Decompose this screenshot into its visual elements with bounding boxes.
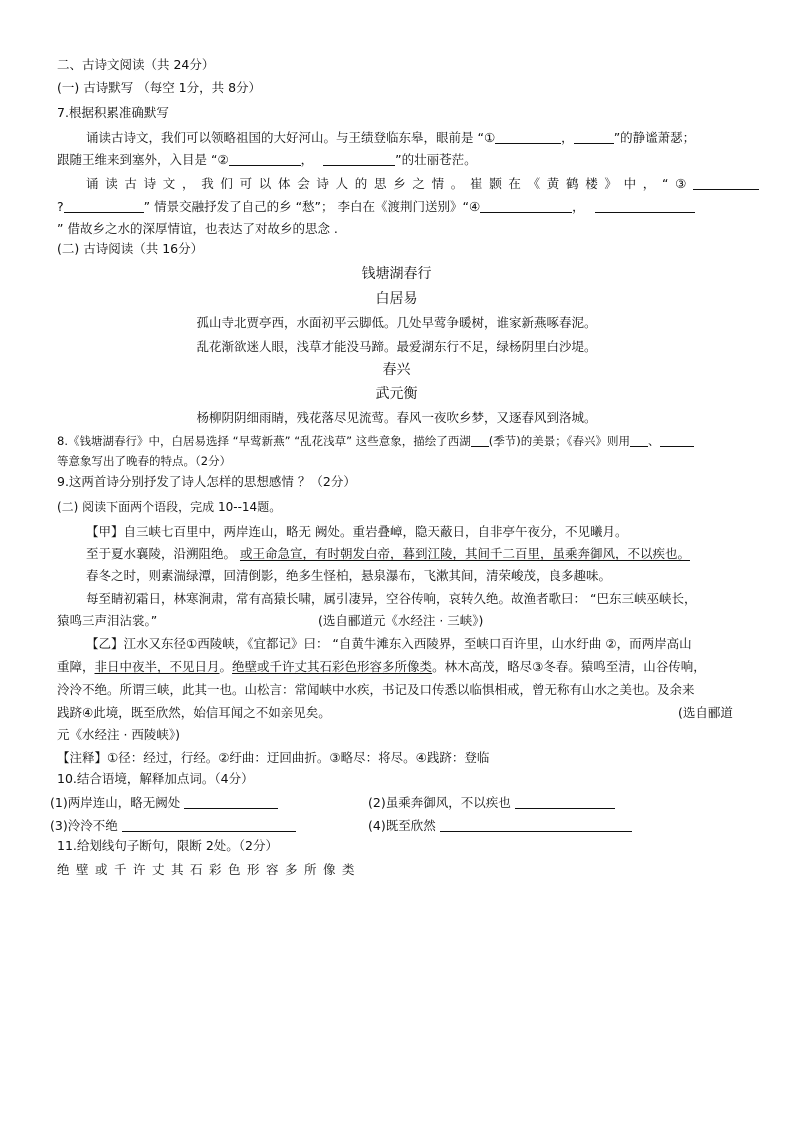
section2-heading: 二、古诗文阅读（共 24分）: [57, 57, 215, 72]
q10-blank-1[interactable]: [184, 796, 278, 809]
q10-item4: (4)既至欣然: [368, 818, 632, 834]
sub3-heading: (二) 阅读下面两个语段，完成 10--14题。: [57, 500, 282, 514]
q8-line2: 等意象写出了晚春的特点。（2分）: [57, 454, 232, 468]
jia-line2: 至于夏水襄陵，沿溯阻绝。 或王命急宣，有时朝发白帝，暮到江陵，其间千二百里，虽乘奔御风，不以疾也。: [86, 546, 690, 561]
yi-underlined-phrase: 非日中夜半，不见日月: [94, 659, 220, 674]
annotation: 【注释】①径：经过，行经。②纡曲：迂回曲折。③略尽：将尽。④践跻：登临: [57, 750, 490, 765]
q9-question: 9.这两首诗分别抒发了诗人怎样的思想感情 ？（2分）: [57, 474, 356, 489]
answer-blank-2a[interactable]: [229, 153, 301, 166]
q10-blank-2[interactable]: [515, 796, 615, 809]
jia-source: (选自郦道元《水经注 · 三峡》): [318, 613, 484, 628]
q7-line4: ? ” 情景交融抒发了自己的乡 “愁”； 李白在《渡荆门送别》“④ ，: [57, 199, 695, 215]
q7-line2: 跟随王维来到塞外，入目是 “② ， ”的壮丽苍茫。: [57, 152, 477, 167]
poem1-line2: 乱花渐欲迷人眼，浅草才能没马蹄。最爱湖东行不足，绿杨阴里白沙堤。: [196, 339, 597, 354]
jia-line4: 每至睛初霜日，林寒涧肃，常有高猿长啸，属引凄异，空谷传响，哀转久绝。故渔者歌曰： “巴东三峡巫峡长，: [86, 591, 697, 606]
answer-blank-3b[interactable]: [64, 200, 144, 213]
jia-line1: 【甲】自三峡七百里中，两岸连山，略无 阙处。重岩叠嶂，隐天蔽日，自非亭午夜分，不见曦月。: [86, 524, 628, 539]
q8-blank-image1[interactable]: [630, 434, 648, 447]
poem1-title: 钱塘湖春行: [361, 266, 432, 282]
yi-line4: 践跻④此境，既至欣然，始信耳闻之不如亲见矣。: [57, 705, 331, 720]
q8-blank-image2[interactable]: [660, 434, 694, 447]
answer-blank-1a[interactable]: [495, 131, 561, 144]
sub2-heading: (二) 古诗阅读（共 16分）: [57, 241, 204, 256]
q10-blank-4[interactable]: [440, 819, 632, 832]
q10-blank-3[interactable]: [122, 819, 296, 832]
answer-blank-3a[interactable]: [693, 177, 759, 190]
q7-line3: 诵读古诗文，我们可以体会诗人的思乡之情。崔颢在《黄鹤楼》中，“③: [86, 176, 759, 192]
yi-line2: 重障，非日中夜半，不见日月。绝壁或千许丈其石彩色形容多所像类。林木高茂，略尽③冬春。猿鸣至清，山谷传响，: [57, 659, 706, 674]
answer-blank-2b[interactable]: [323, 153, 395, 166]
q11-title: 11.给划线句子断句，限断 2处。（2分）: [57, 838, 279, 853]
q8-blank-season[interactable]: [471, 434, 489, 447]
jia-underlined-sentence: 或王命急宣，有时朝发白帝，暮到江陵，其间千二百里，虽乘奔御风，不以疾也。: [239, 546, 690, 561]
poem1-line1: 孤山寺北贾亭西，水面初平云脚低。几处早莺争暖树，谁家新燕啄春泥。: [196, 315, 597, 330]
poem2-title: 春兴: [382, 362, 411, 378]
q7-line5: ” 借故乡之水的深厚情谊，也表达了对故乡的思念 .: [57, 221, 338, 236]
q10-item3: (3)泠泠不绝: [50, 818, 296, 834]
q10-item1: (1)两岸连山，略无阙处: [50, 795, 278, 811]
yi-underlined-sentence: 绝壁或千许丈其石彩色形容多所像类: [232, 659, 433, 674]
answer-blank-1b[interactable]: [574, 131, 614, 144]
yi-line1: 【乙】江水又东径①西陵峡，《宜都记》曰： “自黄牛滩东入西陵界，至峡口百许里，山水纡曲 ②，而两岸高山: [86, 636, 692, 651]
q11-sentence: 绝壁或千许丈其石彩色形容多所像类: [57, 862, 362, 877]
yi-line3: 泠泠不绝。所谓三峡，此其一也。山松言：常闻峡中水疾，书记及口传悉以临惧相戒，曾无称有山水之美也。及余来: [57, 682, 695, 697]
yi-source-a: (选自郦道: [678, 705, 733, 720]
poem2-line1: 杨柳阴阴细雨睛，残花落尽见流莺。春风一夜吹乡梦，又逐春风到洛城。: [196, 410, 597, 425]
sub1-heading: (一) 古诗默写 （每空 1分，共 8分）: [57, 80, 262, 95]
poem2-author: 武元衡: [375, 386, 418, 402]
answer-blank-4b[interactable]: [595, 200, 695, 213]
yi-source-b: 元《水经注 · 西陵峡》): [57, 727, 181, 742]
q10-title: 10.结合语境，解释加点词。（4分）: [57, 771, 254, 786]
answer-blank-4a[interactable]: [480, 200, 572, 213]
q7-title: 7.根据积累准确默写: [57, 105, 169, 120]
q10-item2: (2)虽乘奔御风，不以疾也: [368, 795, 615, 811]
q7-line1: 诵读古诗文，我们可以领略祖国的大好河山。与王绩登临东皋，眼前是 “① ， ”的静谧萧瑟；: [86, 130, 696, 145]
poem1-author: 白居易: [375, 291, 418, 307]
jia-line3: 春冬之时，则素湍绿潭，回清倒影，绝多生怪柏，悬泉瀑布，飞漱其间，清荣峻茂，良多趣味。: [86, 568, 612, 583]
q8-line1: 8.《钱塘湖春行》中，白居易选择 “早莺新燕” “乱花浅草” 这些意象，描绘了西湖 (季节)的美景；《春兴》则用 、: [57, 433, 694, 449]
jia-line5: 猿鸣三声泪沾裳。”: [57, 613, 158, 628]
